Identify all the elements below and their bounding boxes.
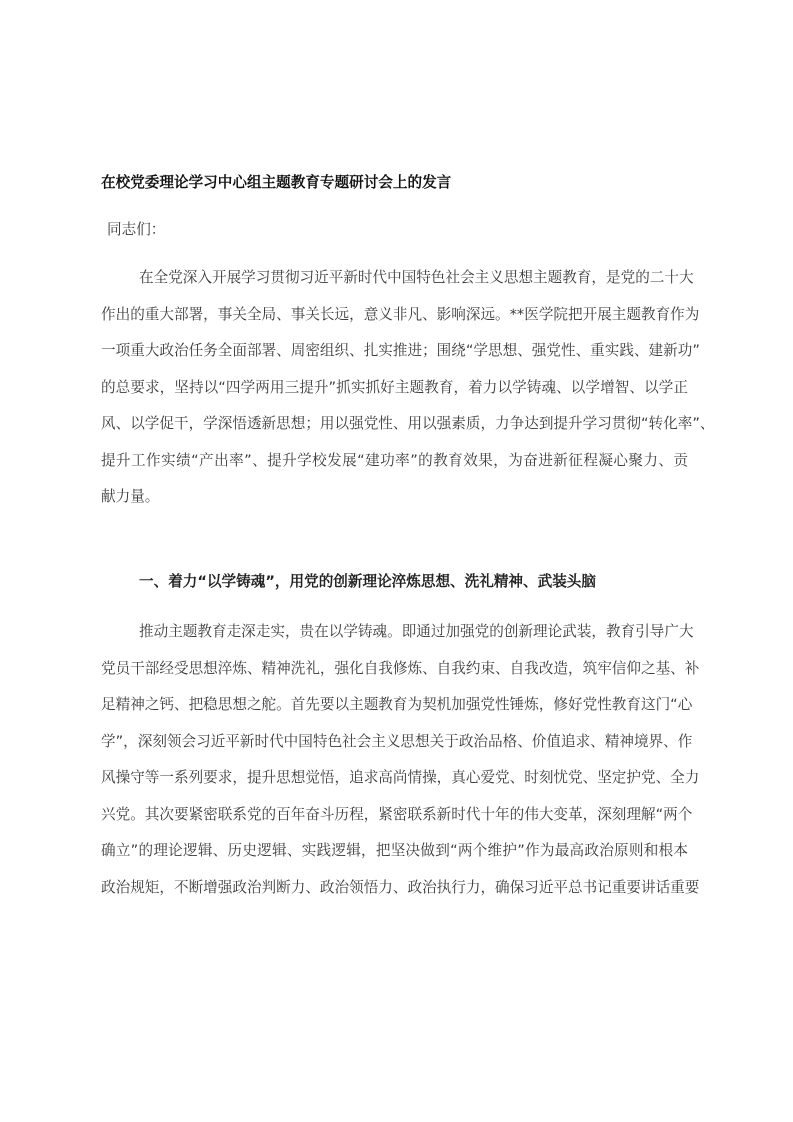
paragraph-line: 政治规矩，不断增强政治判断力、政治领悟力、政治执行力，确保习近平总书记重要讲话重要 [101, 878, 700, 896]
section-heading-1: 一、着力“以学铸魂”，用党的创新理论淬炼思想、洗礼精神、武装头脑 [139, 573, 596, 590]
paragraph-line: 党员干部经受思想淬炼、精神洗礼，强化自我修炼、自我约束、自我改造，筑牢信仰之基、补 [101, 659, 700, 677]
paragraph-line: 风操守等一系列要求，提升思想觉悟，追求高尚情操，真心爱党、时刻忧党、坚定护党、全力 [101, 769, 700, 786]
paragraph-line: 作出的重大部署，事关全局、事关长远，意义非凡、影响深远。**医学院把开展主题教育作为 [101, 305, 700, 323]
paragraph-line: 一项重大政治任务全面部署、周密组织、扎实推进；围绕“学思想、强党性、重实践、建新功” [101, 342, 700, 359]
document-title: 在校党委理论学习中心组主题教育专题研讨会上的发言 [101, 174, 452, 191]
paragraph-line: 足精神之钙、把稳思想之舵。首先要以主题教育为契机加强党性锤炼，修好党性教育这门“心 [101, 696, 693, 713]
paragraph-line: 献力量。 [101, 488, 160, 505]
paragraph-line: 风、以学促干，学深悟透新思想；用以强党性、用以强素质，力争达到提升学习贯彻“转化率”、 [101, 415, 715, 432]
paragraph-line: 的总要求，坚持以“四学两用三提升”抓实抓好主题教育，着力以学铸魂、以学增智、以学正 [101, 378, 688, 396]
paragraph-section-1 [101, 614, 700, 906]
paragraph-line: 在全党深入开展学习贯彻习近平新时代中国特色社会主义思想主题教育，是党的二十大 [139, 269, 694, 286]
greeting: 同志们： [107, 221, 166, 238]
paragraph-line: 学”，深刻领会习近平新时代中国特色社会主义思想关于政治品格、价值追求、精神境界、作 [101, 732, 693, 750]
paragraph-line: 确立”的理论逻辑、历史逻辑、实践逻辑，把坚决做到“两个维护”作为最高政治原则和根本 [101, 842, 688, 859]
paragraph-intro [101, 260, 715, 516]
paragraph-line: 推动主题教育走深走实，贵在以学铸魂。即通过加强党的创新理论武装，教育引导广大 [139, 623, 694, 640]
paragraph-line: 兴党。其次要紧密联系党的百年奋斗历程，紧密联系新时代十年的伟大变革，深刻理解“两个 [101, 805, 693, 823]
paragraph-line: 提升工作实绩“产出率”、提升学校发展“建功率”的教育效果，为奋进新征程凝心聚力、贡 [101, 451, 688, 469]
